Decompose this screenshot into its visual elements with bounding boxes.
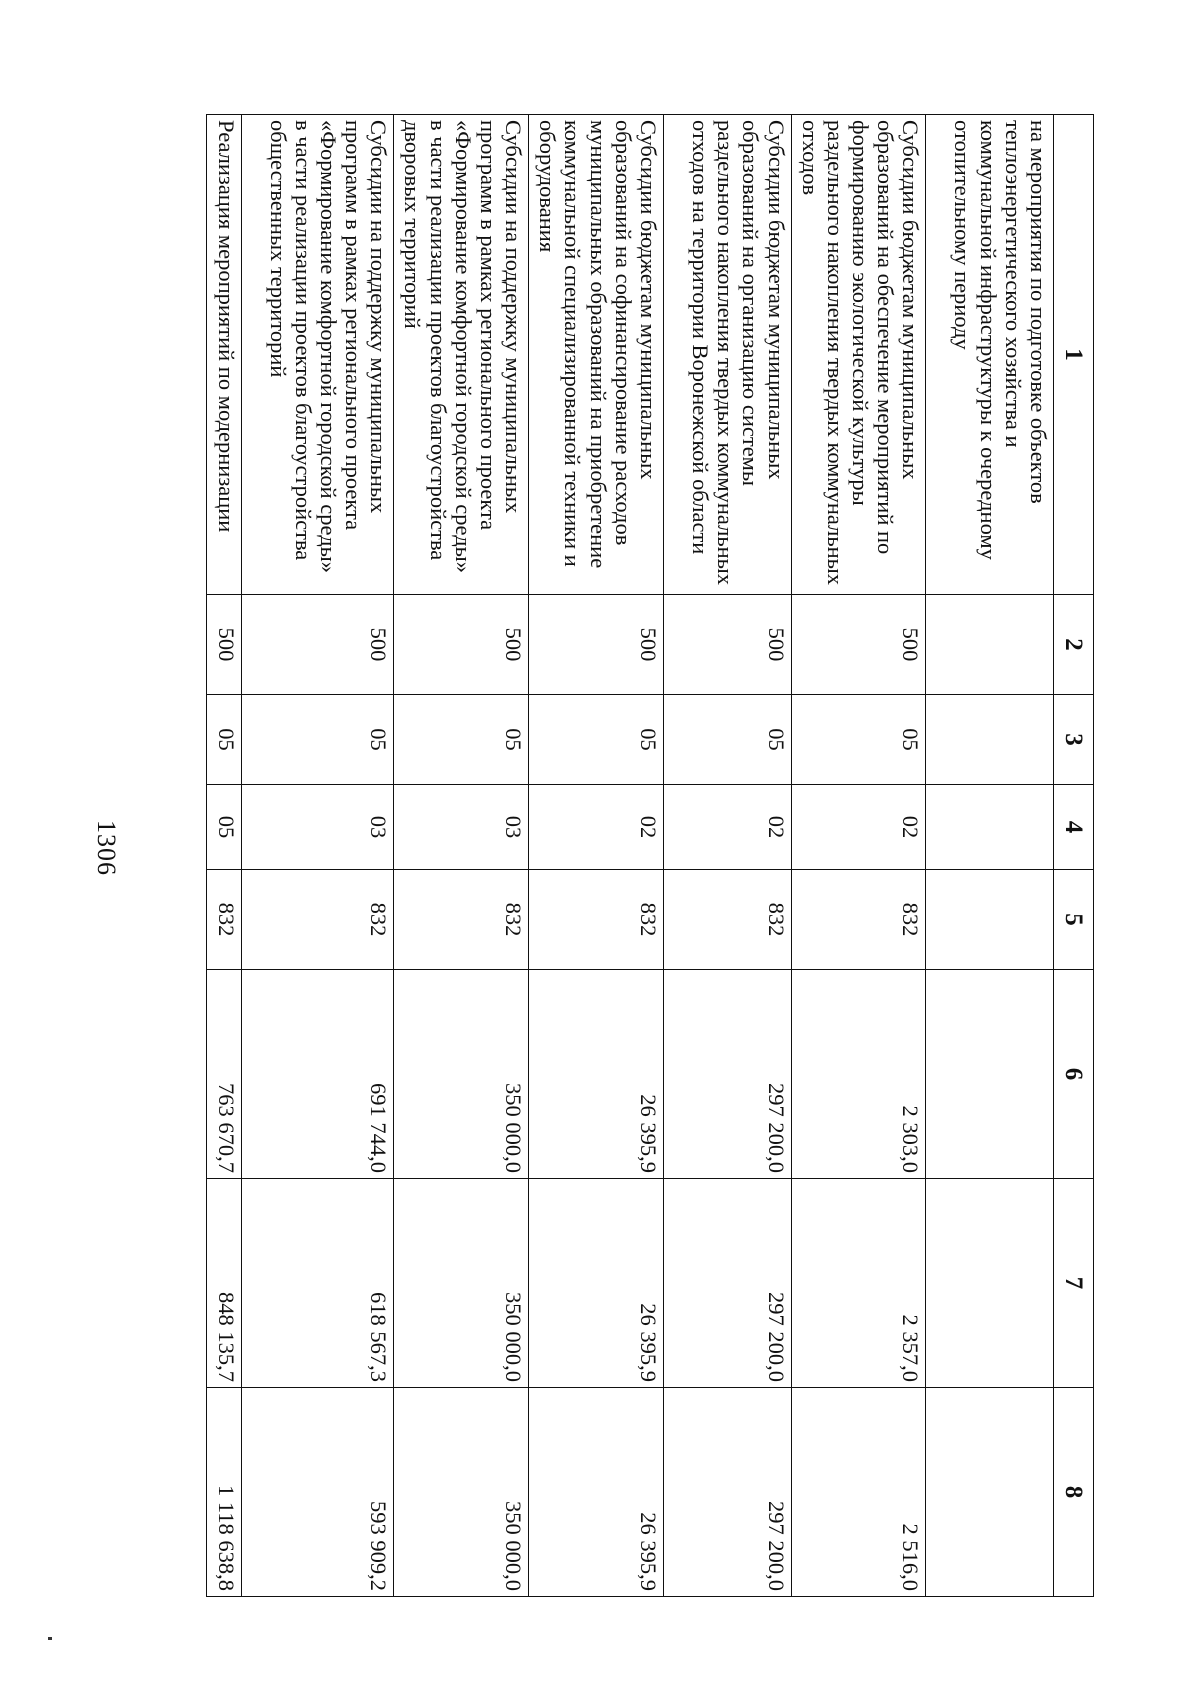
table-row bbox=[663, 115, 791, 1597]
header-col-3: 3 bbox=[1054, 695, 1094, 785]
cell-col-5: 832 bbox=[207, 870, 242, 970]
cell-col-7: 848 135,7 bbox=[207, 1179, 242, 1388]
header-col-8: 8 bbox=[1054, 1388, 1094, 1597]
cell-col-4 bbox=[926, 785, 1054, 870]
scan-speck bbox=[48, 1637, 52, 1640]
table-row bbox=[394, 115, 529, 1597]
cell-col-5: 832 bbox=[242, 870, 394, 970]
cell-col-3: 05 bbox=[663, 695, 791, 785]
cell-col-6: 2 303,0 bbox=[791, 970, 926, 1179]
row-description: Субсидии на поддержку муниципальных программ в рамках регионального проекта «Формирование комфортной городской среды» в части реализации проектов благоустройства дворовых территорий bbox=[394, 115, 529, 595]
header-row bbox=[1054, 115, 1094, 1597]
cell-col-8: 297 200,0 bbox=[663, 1388, 791, 1597]
cell-col-7: 297 200,0 bbox=[663, 1179, 791, 1388]
cell-col-4: 02 bbox=[529, 785, 664, 870]
cell-col-3: 05 bbox=[207, 695, 242, 785]
cell-col-5: 832 bbox=[529, 870, 664, 970]
cell-col-5: 832 bbox=[394, 870, 529, 970]
cell-col-2: 500 bbox=[791, 595, 926, 695]
table-row bbox=[791, 115, 926, 1597]
row-description: на мероприятия по подготовке объектов теплоэнергетического хозяйства и коммунальной инфраструктуры к очередному отопительному периоду bbox=[926, 115, 1054, 595]
cell-col-7: 350 000,0 bbox=[394, 1179, 529, 1388]
cell-col-2: 500 bbox=[529, 595, 664, 695]
table-row bbox=[242, 115, 394, 1597]
cell-col-8: 350 000,0 bbox=[394, 1388, 529, 1597]
header-col-2: 2 bbox=[1054, 595, 1094, 695]
cell-col-3 bbox=[926, 695, 1054, 785]
cell-col-3: 05 bbox=[394, 695, 529, 785]
row-description: Субсидии бюджетам муниципальных образований на организацию системы раздельного накопления твердых коммунальных отходов на территории Воронежской области bbox=[663, 115, 791, 595]
cell-col-6: 297 200,0 bbox=[663, 970, 791, 1179]
header-col-4: 4 bbox=[1054, 785, 1094, 870]
cell-col-8 bbox=[926, 1388, 1054, 1597]
cell-col-3: 05 bbox=[529, 695, 664, 785]
cell-col-8: 593 909,2 bbox=[242, 1388, 394, 1597]
cell-col-4: 05 bbox=[207, 785, 242, 870]
table-row bbox=[926, 115, 1054, 1597]
cell-col-7: 26 395,9 bbox=[529, 1179, 664, 1388]
cell-col-2 bbox=[926, 595, 1054, 695]
header-col-5: 5 bbox=[1054, 870, 1094, 970]
cell-col-8: 1 118 638,8 bbox=[207, 1388, 242, 1597]
row-description: Реализация мероприятий по модернизации bbox=[207, 115, 242, 595]
cell-col-8: 2 516,0 bbox=[791, 1388, 926, 1597]
cell-col-2: 500 bbox=[207, 595, 242, 695]
cell-col-6: 763 670,7 bbox=[207, 970, 242, 1179]
cell-col-2: 500 bbox=[242, 595, 394, 695]
row-description: Субсидии бюджетам муниципальных образований на обеспечение мероприятий по формированию экологической культуры раздельного накопления твердых коммунальных отходов bbox=[791, 115, 926, 595]
cell-col-7 bbox=[926, 1179, 1054, 1388]
cell-col-2: 500 bbox=[394, 595, 529, 695]
cell-col-2: 500 bbox=[663, 595, 791, 695]
cell-col-3: 05 bbox=[242, 695, 394, 785]
table-row bbox=[529, 115, 664, 1597]
cell-col-5 bbox=[926, 870, 1054, 970]
header-col-1: 1 bbox=[1054, 115, 1094, 595]
cell-col-3: 05 bbox=[791, 695, 926, 785]
rotated-table-frame bbox=[206, 114, 1094, 1596]
cell-col-4: 03 bbox=[394, 785, 529, 870]
cell-col-5: 832 bbox=[791, 870, 926, 970]
cell-col-4: 02 bbox=[791, 785, 926, 870]
page-number: 1306 bbox=[92, 820, 121, 876]
cell-col-7: 618 567,3 bbox=[242, 1179, 394, 1388]
row-description: Субсидии на поддержку муниципальных программ в рамках регионального проекта «Формирование комфортной городской среды» в части реализации проектов благоустройства общественных территорий bbox=[242, 115, 394, 595]
cell-col-4: 02 bbox=[663, 785, 791, 870]
table-row bbox=[207, 115, 242, 1597]
cell-col-6: 691 744,0 bbox=[242, 970, 394, 1179]
cell-col-6: 350 000,0 bbox=[394, 970, 529, 1179]
cell-col-8: 26 395,9 bbox=[529, 1388, 664, 1597]
cell-col-4: 03 bbox=[242, 785, 394, 870]
budget-table bbox=[206, 114, 1094, 1597]
cell-col-7: 2 357,0 bbox=[791, 1179, 926, 1388]
header-col-6: 6 bbox=[1054, 970, 1094, 1179]
cell-col-5: 832 bbox=[663, 870, 791, 970]
row-description: Субсидии бюджетам муниципальных образований на софинансирование расходов муниципальных образований на приобретение коммунальной специализированной техники и оборудования bbox=[529, 115, 664, 595]
cell-col-6 bbox=[926, 970, 1054, 1179]
cell-col-6: 26 395,9 bbox=[529, 970, 664, 1179]
header-col-7: 7 bbox=[1054, 1179, 1094, 1388]
